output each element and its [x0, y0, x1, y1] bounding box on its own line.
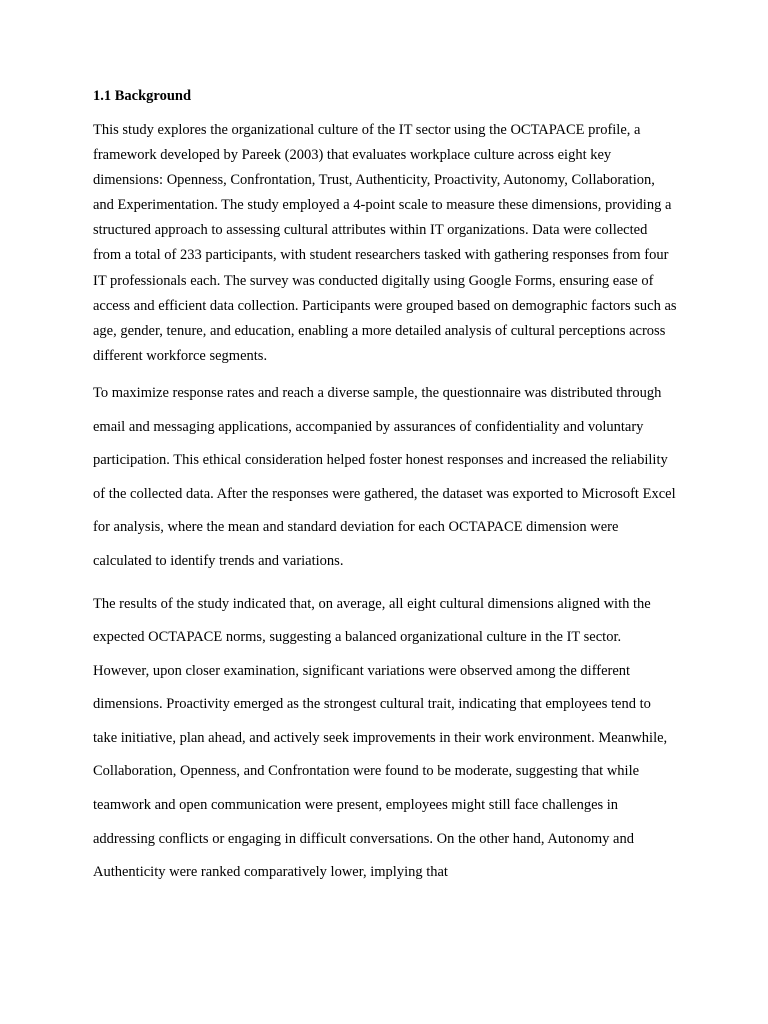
paragraph-methodology: This study explores the organizational culture of the IT sector using the OCTAPACE profile, a framework developed by Pareek (2003) that evaluates workplace culture across eight key dimensions: Openness, Confrontation, Trust, Authenticity, Proactivity, Autonomy, Collaboration, and Experimentation. The study employed a 4-point scale to measure these dimensions, providing a structured approach to assessing cultural attributes within IT organizations. Data were collected from a total of 233 participants, with student researchers tasked with gathering responses from four IT professionals each. The survey was conducted digitally using Google Forms, ensuring ease of access and efficient data collection. Participants were grouped based on demographic factors such as age, gender, tenure, and education, enabling a more detailed analysis of cultural perceptions across different workforce segments.	[93, 122, 677, 364]
document-body	[93, 86, 678, 890]
paragraph-data-collection: To maximize response rates and reach a diverse sample, the questionnaire was distributed through email and messaging applications, accompanied by assurances of confidentiality and voluntary participation. This ethical consideration helped foster honest responses and increased the reliability of the collected data. After the responses were gathered, the dataset was exported to Microsoft Excel for analysis, where the mean and standard deviation for each OCTAPACE dimension were calculated to identify trends and variations.	[93, 384, 676, 569]
section-heading: 1.1 Background	[93, 88, 192, 104]
paragraph-results: The results of the study indicated that, on average, all eight cultural dimensions aligned with the expected OCTAPACE norms, suggesting a balanced organizational culture in the IT sector. However, upon closer examination, significant variations were observed among the different dimensions. Proactivity emerged as the strongest cultural trait, indicating that employees tend to take initiative, plan ahead, and actively seek improvements in their work environment. Meanwhile, Collaboration, Openness, and Confrontation were found to be moderate, suggesting that while teamwork and open communication were present, employees might still face challenges in addressing conflicts or engaging in difficult conversations. On the other hand, Autonomy and Authenticity were ranked comparatively lower, implying that	[93, 595, 668, 881]
